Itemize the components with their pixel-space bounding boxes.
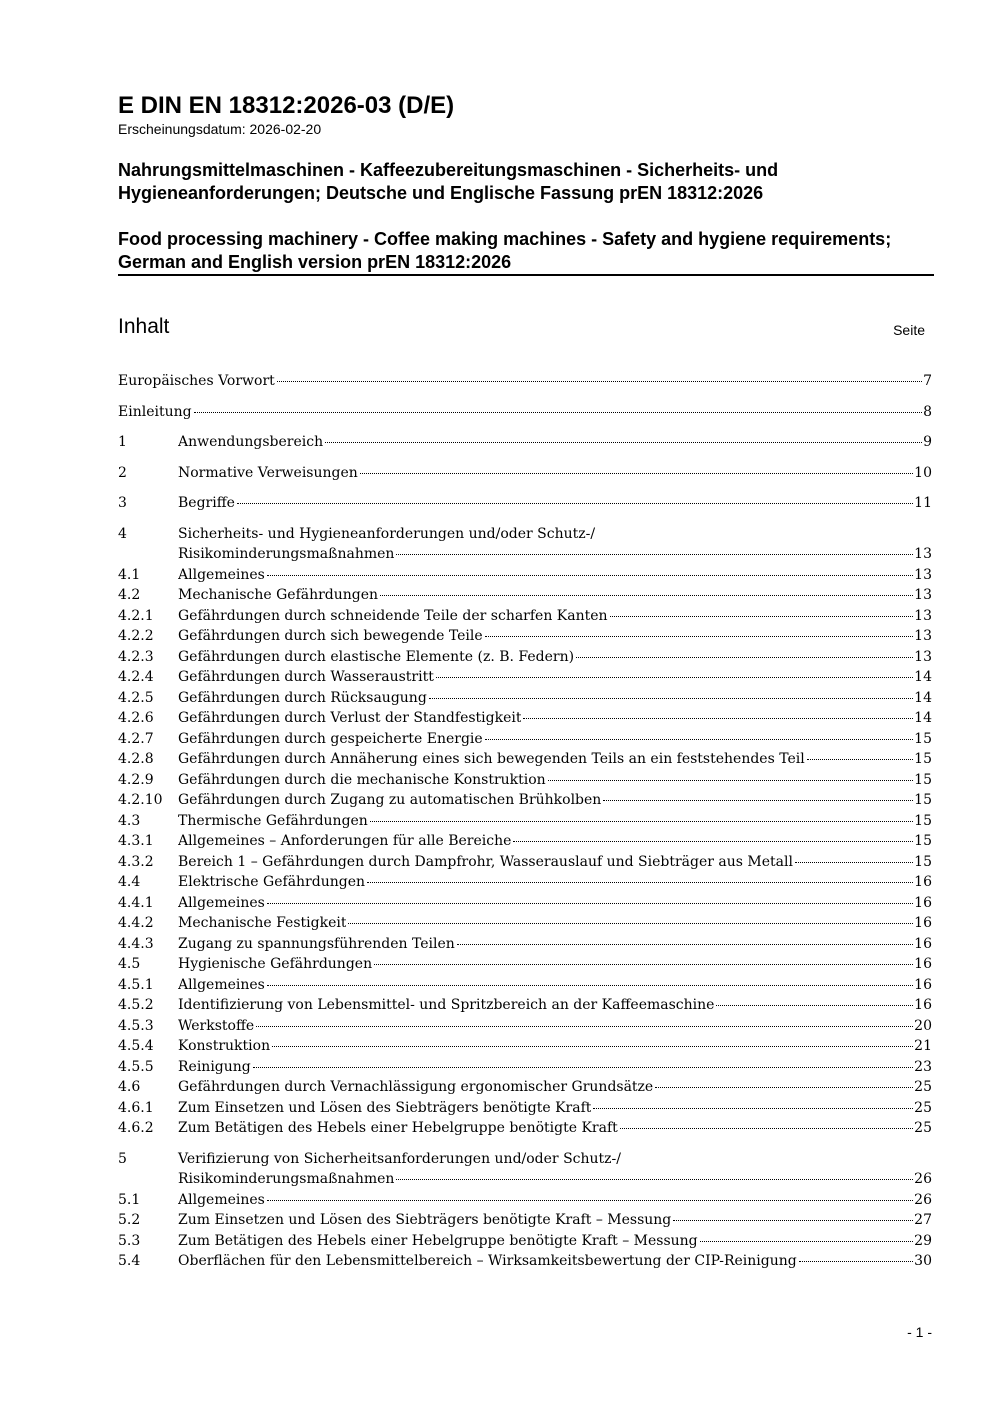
toc-heading: Inhalt	[118, 315, 170, 338]
toc-entry-title: Gefährdungen durch schneidende Teile der scharfen Kanten	[178, 607, 608, 624]
toc-leader-dots	[795, 862, 913, 863]
document-id: E DIN EN 18312:2026-03 (D/E)	[118, 92, 455, 119]
toc-entry-title: Reinigung	[178, 1058, 251, 1075]
toc-leader-dots	[593, 1108, 913, 1109]
toc-entry-number: 4.2	[118, 587, 141, 603]
toc-entry-title: Zum Einsetzen und Lösen des Siebträgers benötigte Kraft – Messung	[178, 1212, 672, 1228]
toc-entry[interactable]	[118, 402, 932, 423]
toc-entry-number: 4.5.1	[118, 976, 154, 993]
toc-entry-number: 4.2.3	[118, 648, 154, 665]
toc-entry-title: Werkstoffe	[178, 1017, 255, 1034]
toc-entry-page: 15	[914, 771, 932, 788]
toc-leader-dots	[673, 1220, 913, 1221]
toc-entry-page: 25	[914, 1099, 932, 1116]
toc-entry-title: Gefährdungen durch Zugang zu automatischen Brühkolben	[178, 792, 602, 808]
toc-entry-number: 4.2.4	[118, 669, 154, 685]
toc-leader-dots	[256, 1026, 913, 1027]
toc-entry-title: Zugang zu spannungsführenden Teilen	[178, 935, 455, 952]
toc-leader-dots	[267, 1200, 913, 1201]
toc-entry-title: Bereich 1 – Gefährdungen durch Dampfrohr, Wasserauslauf und Siebträger aus Metall	[178, 853, 793, 870]
toc-entry[interactable]	[118, 1231, 932, 1252]
toc-entry[interactable]	[118, 872, 932, 893]
toc-leader-dots	[603, 800, 913, 801]
toc-entry-number: 4.2.10	[118, 792, 163, 808]
toc-entry-title: Allgemeines	[178, 976, 265, 993]
toc-entry-page: 10	[914, 464, 932, 481]
toc-entry-title: Mechanische Gefährdungen	[178, 587, 379, 603]
title-divider	[118, 274, 934, 276]
toc-leader-dots	[436, 677, 913, 678]
toc-entry-page: 13	[914, 607, 932, 624]
toc-entry-number: 4.4.2	[118, 915, 154, 931]
toc-entry-number: 4.2.7	[118, 730, 154, 747]
publication-date: Erscheinungsdatum: 2026-02-20	[118, 121, 322, 137]
toc-entry-page: 13	[914, 628, 932, 644]
toc-entry[interactable]	[118, 831, 932, 852]
toc-entry[interactable]	[118, 852, 932, 873]
toc-leader-dots	[513, 841, 913, 842]
toc-entry-number: 5.2	[118, 1212, 141, 1228]
toc-entry-title: Thermische Gefährdungen	[178, 812, 368, 829]
toc-entry-title: Gefährdungen durch die mechanische Konstruktion	[178, 771, 546, 788]
table-of-contents	[118, 371, 932, 1272]
toc-entry-page: 13	[914, 587, 932, 603]
toc-entry-page: 15	[914, 730, 932, 747]
toc-entry-title: Gefährdungen durch sich bewegende Teile	[178, 628, 483, 644]
toc-leader-dots	[194, 412, 923, 413]
toc-entry-page: 25	[914, 1120, 932, 1136]
toc-entry-number: 4.2.5	[118, 689, 154, 706]
toc-entry-number: 4.3.2	[118, 853, 154, 870]
toc-entry-number: 5	[118, 1150, 127, 1167]
toc-entry[interactable]	[118, 811, 932, 832]
toc-entry[interactable]	[118, 1149, 932, 1170]
toc-leader-dots	[716, 1005, 913, 1006]
toc-leader-dots	[610, 616, 914, 617]
toc-leader-dots	[237, 503, 913, 504]
toc-entry-title: Allgemeines – Anforderungen für alle Bereiche	[178, 833, 512, 849]
toc-entry-title: Mechanische Festigkeit	[178, 915, 347, 931]
toc-leader-dots	[548, 780, 913, 781]
toc-entry-number: 4.5.4	[118, 1038, 154, 1054]
toc-entry-page: 16	[914, 894, 932, 911]
toc-entry-title: Zum Betätigen des Hebels einer Hebelgruppe benötigte Kraft – Messung	[178, 1232, 698, 1249]
toc-entry[interactable]	[118, 995, 932, 1016]
toc-entry[interactable]	[118, 667, 932, 688]
toc-entry-number: 4.2.1	[118, 607, 154, 624]
page-column-label: Seite	[893, 322, 925, 338]
toc-entry-title: Identifizierung von Lebensmittel- und Spritzbereich an der Kaffeemaschine	[178, 997, 715, 1013]
toc-leader-dots	[348, 923, 913, 924]
toc-entry-title: Gefährdungen durch Wasseraustritt	[178, 669, 434, 685]
toc-entry-number: 4.4	[118, 874, 141, 890]
toc-entry-page: 15	[914, 792, 932, 808]
toc-entry[interactable]	[118, 770, 932, 791]
toc-entry-title: Zum Betätigen des Hebels einer Hebelgruppe benötigte Kraft	[178, 1120, 618, 1136]
toc-entry-page: 15	[914, 751, 932, 767]
toc-entry[interactable]	[118, 565, 932, 586]
toc-entry[interactable]	[118, 463, 932, 484]
toc-entry[interactable]	[118, 524, 932, 545]
toc-entry-number: 4.2.6	[118, 710, 154, 726]
toc-entry[interactable]	[118, 1190, 932, 1211]
toc-entry-title: Hygienische Gefährdungen	[178, 956, 373, 972]
toc-leader-dots	[253, 1067, 913, 1068]
toc-entry-title: Verifizierung von Sicherheitsanforderungen und/oder Schutz-/	[178, 1150, 621, 1167]
toc-entry-number: 4.5.5	[118, 1058, 154, 1075]
toc-entry[interactable]	[118, 626, 932, 647]
toc-leader-dots	[576, 657, 913, 658]
toc-leader-dots	[700, 1241, 914, 1242]
toc-entry-number: 4.2.9	[118, 771, 154, 788]
toc-entry-page: 27	[914, 1212, 932, 1228]
toc-entry[interactable]	[118, 708, 932, 729]
toc-leader-dots	[485, 739, 913, 740]
toc-entry-page: 9	[923, 434, 932, 450]
toc-entry-page: 7	[923, 373, 932, 389]
toc-entry[interactable]	[118, 493, 932, 514]
toc-entry-page: 21	[914, 1038, 932, 1054]
toc-leader-dots	[620, 1128, 913, 1129]
toc-entry-page: 15	[914, 833, 932, 849]
toc-entry[interactable]	[118, 1118, 932, 1139]
toc-entry-title: Zum Einsetzen und Lösen des Siebträgers benötigte Kraft	[178, 1099, 592, 1116]
toc-entry-title: Gefährdungen durch Annäherung eines sich bewegenden Teils an ein feststehendes Teil	[178, 751, 805, 767]
toc-entry-number: 4.5.3	[118, 1017, 154, 1034]
toc-leader-dots	[325, 442, 922, 443]
toc-entry[interactable]	[118, 975, 932, 996]
toc-entry[interactable]	[118, 1016, 932, 1037]
toc-entry-number: 4.6.1	[118, 1099, 154, 1116]
toc-entry-title: Allgemeines	[178, 1191, 265, 1208]
toc-entry-title: Elektrische Gefährdungen	[178, 874, 366, 890]
toc-entry-page: 20	[914, 1017, 932, 1034]
toc-leader-dots	[380, 595, 913, 596]
toc-entry-title: Gefährdungen durch Rücksaugung	[178, 689, 427, 706]
toc-leader-dots	[374, 964, 913, 965]
toc-leader-dots	[272, 1046, 913, 1047]
toc-entry-title-continued: Risikominderungsmaßnahmen	[178, 546, 395, 562]
toc-leader-dots	[267, 985, 913, 986]
toc-entry-number: 4.2.2	[118, 628, 154, 644]
toc-entry[interactable]	[118, 1210, 932, 1231]
toc-entry-number: 4.4.3	[118, 935, 154, 952]
toc-entry-page: 26	[914, 1191, 932, 1208]
toc-entry[interactable]	[118, 749, 932, 770]
toc-entry-number: 4.4.1	[118, 894, 154, 911]
toc-entry[interactable]	[118, 934, 932, 955]
toc-leader-dots	[370, 821, 913, 822]
toc-entry-number: 4.1	[118, 566, 141, 583]
toc-entry-page: 25	[914, 1079, 932, 1095]
toc-entry-number: 4.5.2	[118, 997, 154, 1013]
toc-entry-number: 1	[118, 434, 127, 450]
toc-entry-page: 15	[914, 812, 932, 829]
toc-entry-number: 4.5	[118, 956, 141, 972]
toc-entry-number: 4.6	[118, 1079, 141, 1095]
toc-leader-dots	[429, 698, 913, 699]
toc-leader-dots	[457, 944, 913, 945]
toc-entry-page: 29	[914, 1232, 932, 1249]
toc-entry[interactable]	[118, 893, 932, 914]
toc-entry-number: 5.1	[118, 1191, 141, 1208]
title-german: Nahrungsmittelmaschinen - Kaffeezubereitungsmaschinen - Sicherheits- und Hygieneanforderungen; Deutsche und Englische Fassung prEN 18312:2026	[118, 160, 779, 203]
toc-leader-dots	[807, 759, 913, 760]
toc-entry-page: 14	[914, 689, 932, 706]
toc-entry-page: 26	[914, 1171, 932, 1187]
toc-entry-title: Gefährdungen durch Vernachlässigung ergonomischer Grundsätze	[178, 1079, 654, 1095]
toc-entry[interactable]	[118, 1251, 932, 1272]
toc-entry-number: 4.3	[118, 812, 141, 829]
toc-entry-page: 16	[914, 935, 932, 952]
toc-entry-title: Gefährdungen durch Verlust der Standfestigkeit	[178, 710, 522, 726]
toc-entry[interactable]	[118, 1036, 932, 1057]
toc-entry-page: 14	[914, 669, 932, 685]
toc-entry-title: Begriffe	[178, 495, 235, 511]
toc-entry-page: 13	[914, 566, 932, 583]
toc-entry-title: Normative Verweisungen	[178, 464, 358, 481]
toc-entry-number: 4.6.2	[118, 1120, 154, 1136]
toc-entry[interactable]	[118, 606, 932, 627]
toc-entry[interactable]	[118, 688, 932, 709]
toc-entry[interactable]	[118, 585, 932, 606]
toc-entry-page: 16	[914, 915, 932, 931]
toc-leader-dots	[367, 882, 913, 883]
toc-entry-page: 16	[914, 956, 932, 972]
toc-entry-number: 4	[118, 525, 127, 542]
toc-leader-dots	[360, 473, 913, 474]
toc-entry[interactable]	[118, 432, 932, 453]
toc-entry-title: Anwendungsbereich	[178, 434, 324, 450]
toc-entry-page: 30	[914, 1253, 932, 1269]
toc-entry-page: 11	[914, 495, 932, 511]
toc-leader-dots	[523, 718, 913, 719]
toc-entry-number: 5.4	[118, 1253, 141, 1269]
toc-entry-title: Konstruktion	[178, 1038, 271, 1054]
toc-entry-number: 2	[118, 464, 127, 481]
toc-entry[interactable]	[118, 1098, 932, 1119]
toc-entry[interactable]	[118, 790, 932, 811]
toc-entry-number: 4.3.1	[118, 833, 154, 849]
toc-entry-page: 16	[914, 874, 932, 890]
toc-leader-dots	[799, 1261, 913, 1262]
toc-entry-title: Einleitung	[118, 403, 192, 420]
toc-entry-continuation[interactable]	[118, 1169, 932, 1190]
toc-entry-page: 14	[914, 710, 932, 726]
toc-entry[interactable]	[118, 954, 932, 975]
toc-entry-title: Allgemeines	[178, 894, 265, 911]
toc-entry-title: Gefährdungen durch gespeicherte Energie	[178, 730, 483, 747]
toc-entry[interactable]	[118, 1057, 932, 1078]
toc-entry-title: Sicherheits- und Hygieneanforderungen und/oder Schutz-/	[178, 525, 596, 542]
toc-entry-title: Gefährdungen durch elastische Elemente (z. B. Federn)	[178, 648, 575, 665]
toc-entry[interactable]	[118, 371, 932, 392]
toc-leader-dots	[277, 381, 922, 382]
toc-entry[interactable]	[118, 913, 932, 934]
toc-entry-number: 4.2.8	[118, 751, 154, 767]
toc-entry-title: Europäisches Vorwort	[118, 373, 275, 389]
toc-leader-dots	[396, 1179, 913, 1180]
page-number: - 1 -	[907, 1324, 932, 1340]
toc-entry-page: 15	[914, 853, 932, 870]
toc-entry-page: 13	[914, 648, 932, 665]
toc-leader-dots	[267, 575, 913, 576]
toc-leader-dots	[267, 903, 913, 904]
toc-entry-title: Allgemeines	[178, 566, 265, 583]
toc-entry-number: 5.3	[118, 1232, 141, 1249]
toc-entry-title-continued: Risikominderungsmaßnahmen	[178, 1171, 395, 1187]
toc-entry-number: 3	[118, 495, 127, 511]
toc-entry-page: 23	[914, 1058, 932, 1075]
toc-leader-dots	[655, 1087, 913, 1088]
toc-entry-page: 16	[914, 997, 932, 1013]
toc-entry-title: Oberflächen für den Lebensmittelbereich – Wirksamkeitsbewertung der CIP-Reinigung	[178, 1253, 797, 1269]
title-english: Food processing machinery - Coffee making machines - Safety and hygiene requirements; German and English version prEN 18312:2026	[118, 229, 892, 272]
toc-entry-page: 13	[914, 546, 932, 562]
toc-leader-dots	[396, 554, 913, 555]
toc-entry-page: 16	[914, 976, 932, 993]
toc-entry-continuation[interactable]	[118, 544, 932, 565]
toc-entry[interactable]	[118, 1077, 932, 1098]
toc-entry[interactable]	[118, 729, 932, 750]
toc-entry[interactable]	[118, 647, 932, 668]
toc-leader-dots	[485, 636, 914, 637]
toc-entry-page: 8	[923, 403, 932, 420]
